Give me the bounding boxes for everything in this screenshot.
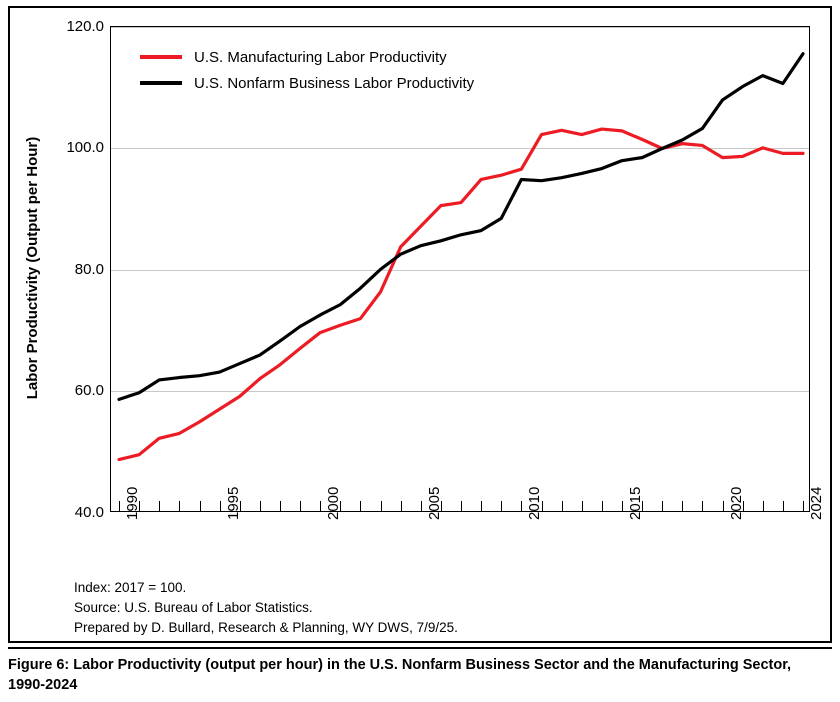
x-tick-2017 [662,501,663,511]
y-axis-tick-labels [38,8,104,641]
x-tick-label-2005: 2005 [425,486,443,520]
caption-divider [8,647,832,649]
x-tick-1999 [300,501,301,511]
x-tick-label-1990: 1990 [124,486,141,520]
x-tick-2023 [783,501,784,511]
legend-item-manufacturing [140,44,474,70]
x-tick-2015 [622,501,623,511]
x-tick-2008 [481,501,482,511]
x-tick-2002 [360,501,361,511]
x-tick-2010 [521,501,522,511]
x-tick-2020 [723,501,724,511]
x-tick-2003 [381,501,382,511]
x-tick-2022 [763,501,764,511]
x-tick-1992 [159,501,160,511]
legend-swatch-manufacturing [140,55,182,59]
x-tick-2018 [682,501,683,511]
series-line-0 [119,129,803,459]
x-tick-label-2020: 2020 [727,486,745,520]
x-tick-label-1995: 1995 [224,486,242,520]
x-tick-label-2000: 2000 [325,486,343,520]
y-axis-title-label: Labor Productivity (Output per Hour) [24,136,41,400]
x-tick-2009 [501,501,502,511]
x-tick-label-2015: 2015 [626,486,644,520]
x-tick-label-2024: 2024 [808,486,825,520]
y-tick-label-80: 80.0 [74,261,104,278]
y-tick-label-40: 40.0 [74,504,104,521]
x-tick-2005 [421,501,422,511]
legend-swatch-nonfarm [140,81,182,85]
x-tick-label-2010: 2010 [526,486,544,520]
x-tick-2004 [401,501,402,511]
legend-item-nonfarm [140,70,474,96]
x-tick-2012 [562,501,563,511]
x-tick-2007 [461,501,462,511]
x-tick-2019 [702,501,703,511]
x-tick-1995 [220,501,221,511]
x-tick-2000 [320,501,321,511]
note-source: Source: U.S. Bureau of Labor Statistics. [74,600,313,615]
legend-label-nonfarm: U.S. Nonfarm Business Labor Productivity [194,74,475,92]
y-tick-label-100: 100.0 [66,139,104,156]
x-tick-1994 [200,501,201,511]
legend-label-manufacturing: U.S. Manufacturing Labor Productivity [194,48,447,66]
x-tick-1998 [280,501,281,511]
chart-legend [140,44,474,96]
x-tick-1990 [119,501,120,511]
plot-area [110,26,810,512]
y-tick-label-60: 60.0 [74,382,104,399]
figure-caption: Figure 6: Labor Productivity (output per hour) in the U.S. Nonfarm Business Sector and the Manufacturing Sector, 1990-2024 [8,657,792,693]
x-tick-1993 [179,501,180,511]
x-tick-2014 [602,501,603,511]
x-tick-2024 [803,501,804,511]
note-index: Index: 2017 = 100. [74,580,187,595]
x-tick-1997 [260,501,261,511]
chart-panel [8,6,832,643]
series-line-1 [119,54,803,400]
x-tick-2013 [582,501,583,511]
chart-notes [74,578,458,638]
note-prepared-by: Prepared by D. Bullard, Research & Planning, WY DWS, 7/9/25. [74,620,458,635]
y-tick-label-120: 120.0 [66,18,104,35]
series-lines [111,27,811,513]
